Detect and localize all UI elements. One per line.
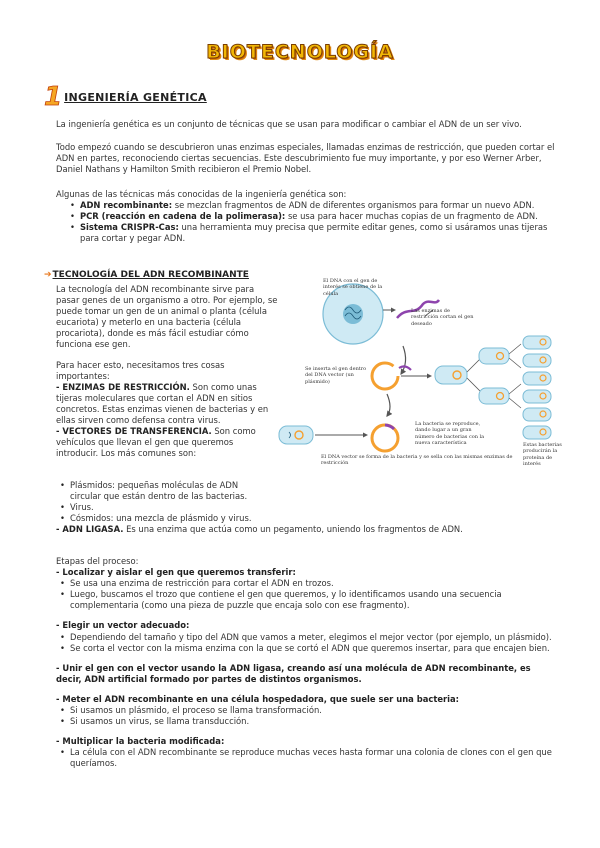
list-item: • Plásmidos: pequeñas moléculas de ADN circular que están dentro de las bacterias. [56,480,556,502]
step-4-title: - Meter el ADN recombinante en una célula hospedadora, que suele ser una bacteria: [56,693,460,704]
figure-label: El DNA vector se forma de la bacteria y se sella con las mismas enzimas de restricción [321,454,513,467]
vectores-paragraph: - VECTORES DE TRANSFERENCIA. Son como vehículos que llevan el gen que queremos introducir. Los más comunes son: [56,426,256,459]
list-item: • La célula con el ADN recombinante se reproduce muchas veces hasta formar una colonia de clones con el gen que queríamos. [56,747,556,769]
techniques-intro: Algunas de las técnicas más conocidas de la ingeniería genética son: [56,189,347,199]
document-title: BIOTECNOLOGÍA [206,41,394,63]
bacterium [435,366,467,384]
history-paragraph: Todo empezó cuando se descubrieron unas enzimas especiales, llamadas enzimas de restricción, que pueden cortar el ADN en partes, reconociendo ciertas secuencias. Este descubrimiento fue muy importante, y por eso Werner Arber, Daniel Nathans y Hamilton Smith recibieron el Premio Nobel. [56,142,555,175]
list-item: • Se corta el vector con la misma enzima con la que se cortó el ADN que queremos insertar, para que encajen bien. [56,643,556,654]
section-title: INGENIERÍA GENÉTICA [64,91,207,105]
step-4-list [56,705,556,727]
steps-title: Etapas del proceso: [56,556,139,566]
list-item: • Si usamos un plásmido, el proceso se llama transformación. [56,705,556,716]
list-item: • ADN recombinante: se mezclan fragmentos de ADN de diferentes organismos para formar un nuevo ADN. [66,200,556,211]
list-item: • Se usa una enzima de restricción para cortar el ADN en trozos. [56,578,556,589]
steps-block [56,556,556,770]
list-item: • Sistema CRISPR-Cas: una herramienta muy precisa que permite editar genes, como si usáramos unas tijeras para cortar y pegar ADN. [66,222,556,244]
step-5-title: - Multiplicar la bacteria modificada: [56,736,225,747]
plasmid-open [372,363,398,389]
recombinant-intro: La tecnología del ADN recombinante sirve para pasar genes de un organismo a otro. Por ejemplo, se puede tomar un gen de un animal o planta (célula eucariota) y meterlo en una bacteria (célula procariota), donde es más fácil estudiar cómo funciona ese gen. [56,284,278,350]
list-item: • Si usamos un virus, se llama transducción. [56,716,556,727]
section-1-heading [44,84,207,110]
bacteria-colony [523,336,551,439]
step-1-title: - Localizar y aislar el gen que queremos transferir: [56,567,296,578]
section-2-title: TECNOLOGÍA DEL ADN RECOMBINANTE [52,270,249,280]
ligasa-paragraph: - ADN LIGASA. Es una enzima que actúa como un pegamento, uniendo los fragmentos de ADN. [56,524,463,535]
figure-label: Estas bacterias producirán la proteína de interés [523,442,562,467]
needs-intro: Para hacer esto, necesitamos tres cosas importantes: [56,359,225,381]
techniques-block [56,189,556,244]
bacterium [279,426,313,444]
techniques-list [66,200,556,244]
vectores-list [56,480,556,524]
arrow-icon: ➔ [44,270,52,280]
step-3-title: - Unir el gen con el vector usando la ADN ligasa, creando así una molécula de ADN recombinante, es decir, ADN artificial formado por partes de distintos organismos. [56,662,531,684]
list-item: • Luego, buscamos el trozo que contiene el gen que queremos, y lo identificamos usando una secuencia complementaria (como una pieza de puzzle que encaja solo con ese fragmento). [56,589,556,611]
step-5-list [56,747,556,769]
section-1-body [56,119,556,130]
vectores-list-block [56,480,556,535]
list-item: • PCR (reacción en cadena de la polimerasa): se usa para hacer muchas copias de un fragmento de ADN. [66,211,556,222]
list-item: • Dependiendo del tamaño y tipo del ADN que vamos a meter, elegimos el mejor vector (por ejemplo, un plásmido). [56,632,556,643]
section-2-heading [44,270,249,282]
title-banner [0,40,600,65]
section-2-left-column [56,284,278,459]
history-block [56,142,556,175]
section-number: 1 [44,82,63,112]
figure-label: Se inserta el gen dentro del DNA vector (un plásmido) [305,366,367,385]
figure-label: El DNA con el gen de interés se obtiene de la célula [323,278,383,297]
step-2-title: - Elegir un vector adecuado: [56,620,190,631]
step-2-list [56,632,556,654]
list-item: • Virus. [56,502,556,513]
intro-paragraph: La ingeniería genética es un conjunto de técnicas que se usan para modificar o cambiar el ADN de un ser vivo. [56,119,522,129]
figure-label: Las enzimas de restricción cortan el gen deseado [411,308,474,327]
step-1-list [56,578,556,611]
cell-nucleus [343,304,363,324]
recombinant-dna-figure [275,276,560,476]
enzimas-paragraph: - ENZIMAS DE RESTRICCIÓN. Son como unas tijeras moleculares que cortan el ADN en sitios concretos. Estas enzimas vienen de bacterias y en ellas sirven como defensa contra virus. [56,381,269,426]
figure-label: La bacteria se reproduce, dando lugar a un gran número de bacterias con la nueva característica [415,421,485,446]
list-item: • Cósmidos: una mezcla de plásmido y virus. [56,513,556,524]
bacterium [479,388,509,404]
bacterium [479,348,509,364]
